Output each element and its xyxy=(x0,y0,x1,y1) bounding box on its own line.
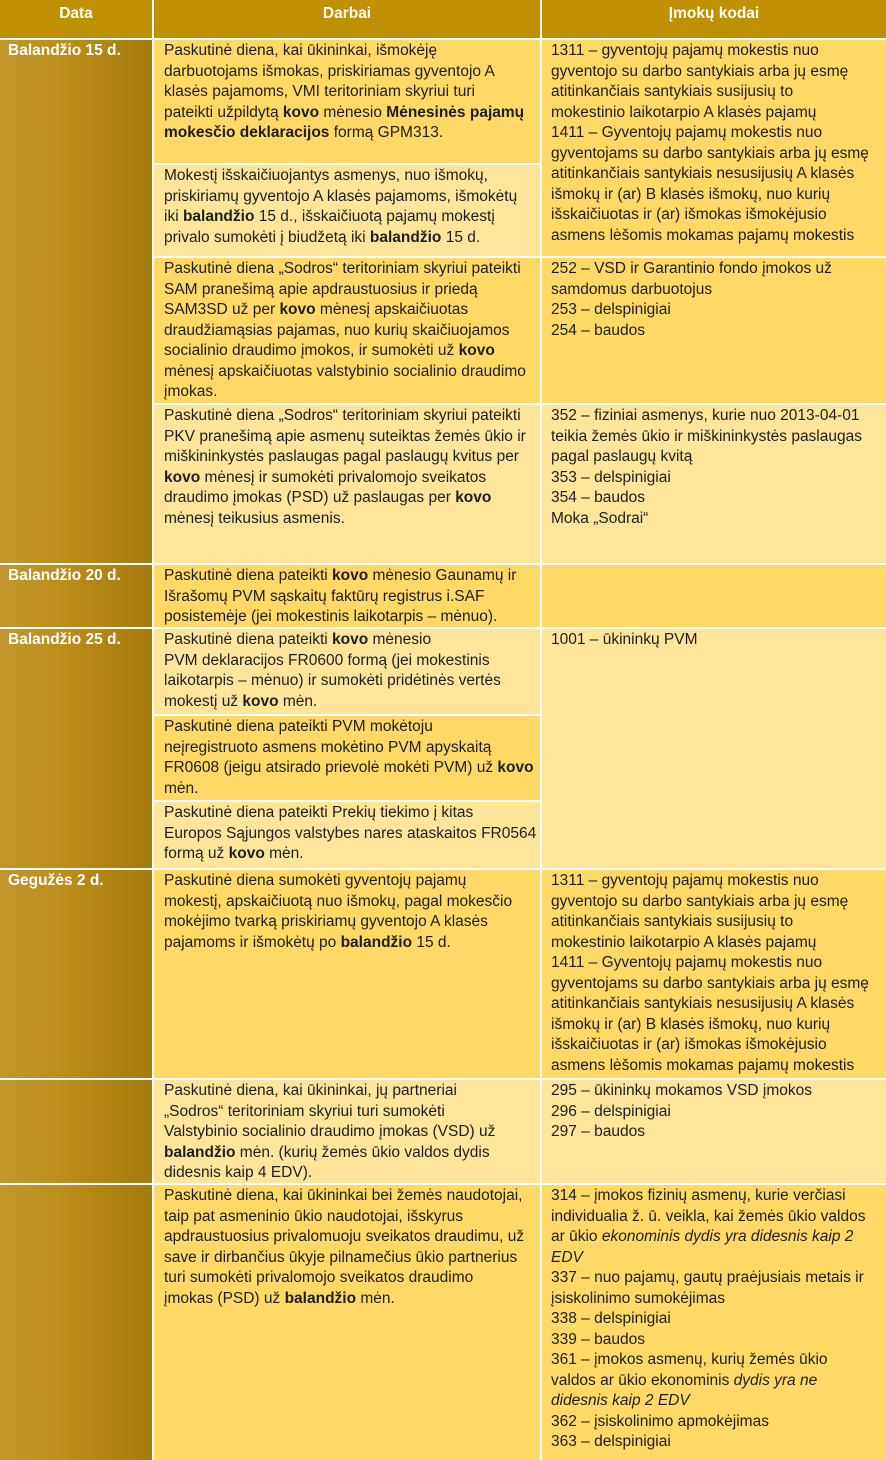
text-run: samdomus darbuotojus xyxy=(551,280,713,298)
text-run: PKV pranešimą apie asmenų suteiktas žemės ūkio ir xyxy=(164,427,526,445)
bold-text: kovo xyxy=(242,692,279,710)
text-run: 15 d. xyxy=(441,228,481,246)
text-run: neįregistruoto asmens mokėtino PVM apyskaitą xyxy=(164,738,492,756)
text-line xyxy=(164,630,540,651)
text-run: 339 – baudos xyxy=(551,1330,645,1348)
text-run: 1311 – gyventojų pajamų mokestis nuo xyxy=(551,872,819,889)
text-line xyxy=(551,1330,886,1351)
text-run: Europos Sąjungos valstybes nares ataskaitos FR0564 xyxy=(164,824,537,842)
text-run: 314 – įmokos fizinių asmenų, kurie verčiasi xyxy=(551,1187,846,1204)
text-run: gyventojams su darbo santykiais arba jų esmę xyxy=(551,974,869,992)
task-cell xyxy=(154,870,540,1078)
text-line xyxy=(164,758,540,779)
text-run: privalo sumokėti į biudžetą iki xyxy=(164,228,370,246)
text-line xyxy=(551,994,886,1015)
text-run: 1411 – Gyventojų pajamų mokestis nuo xyxy=(551,124,823,141)
text-line xyxy=(164,871,540,892)
text-line xyxy=(164,166,540,187)
text-line xyxy=(551,62,886,83)
text-run: Paskutinė diena pateikti Prekių tiekimo į kitas xyxy=(164,804,474,821)
date-cell xyxy=(0,870,152,1078)
text-run: įmokas. xyxy=(164,383,218,400)
text-run: išskaičiuotas ir (ar) išmokas išmokėjusio xyxy=(551,1036,827,1053)
text-line xyxy=(164,844,540,865)
text-run: 295 – ūkininkų mokamos VSD įmokos xyxy=(551,1082,813,1099)
text-line xyxy=(164,587,540,608)
text-run: atitinkančiais santykiais nesusijusių A klasės xyxy=(551,995,855,1012)
text-run: gyventojams su darbo santykiais arba jų esmę xyxy=(551,144,869,162)
text-line xyxy=(164,779,540,800)
text-run: mėnesį apskaičiuotas valstybinio socialinio draudimo xyxy=(164,362,526,380)
text-run: iki xyxy=(164,208,183,225)
text-line xyxy=(551,1081,886,1102)
text-run: mokestį už xyxy=(164,692,243,710)
text-run: formą už xyxy=(164,845,229,862)
text-line xyxy=(551,1268,886,1289)
text-run: mokestinio laikotarpio A klasės pajamų xyxy=(551,103,817,121)
codes-cell-empty xyxy=(542,565,886,627)
text-line xyxy=(164,488,540,509)
text-line xyxy=(164,824,540,845)
text-line xyxy=(164,62,540,83)
text-line xyxy=(164,187,540,208)
date-cell-empty xyxy=(0,1080,152,1183)
text-run: Paskutinė diena, kai ūkininkai, jų partneriai xyxy=(164,1082,457,1099)
text-line xyxy=(551,164,886,185)
text-line xyxy=(164,509,540,530)
header-codes-label: Įmokų kodai xyxy=(668,5,760,22)
text-line xyxy=(164,406,540,427)
text-run: 15 d. xyxy=(412,933,451,951)
text-run: išskaičiuotas ir (ar) išmokas išmokėjusio xyxy=(551,206,827,223)
text-run: 253 – delspinigiai xyxy=(551,301,671,318)
text-run: Mokestį išskaičiuojantys asmenys, nuo išmokų, xyxy=(164,167,488,184)
task-cell xyxy=(154,1080,540,1183)
bold-text: balandžio xyxy=(284,1289,357,1307)
bold-text: kovo xyxy=(458,342,495,359)
text-line xyxy=(164,803,540,824)
text-line xyxy=(164,933,540,954)
text-run: klasės pajamoms, VMI teritoriniam skyriui turi xyxy=(164,83,475,100)
text-run: „Sodros“ teritoriniam skyriui turi sumokėti xyxy=(164,1102,445,1120)
bold-text: Mėnesinės pajamų xyxy=(386,103,525,121)
text-line xyxy=(164,468,540,489)
text-line xyxy=(551,974,886,995)
text-run: Paskutinė diena pateikti xyxy=(164,631,333,648)
text-run: Paskutinė diena „Sodros“ teritoriniam skyriui pateikti xyxy=(164,407,521,424)
text-run: mėnesio Gaunamų ir xyxy=(368,567,517,584)
text-run: save ir dirbančius ūkyje pilnamečius ūkio partnerius xyxy=(164,1248,518,1266)
text-run: didesnis kaip 4 EDV). xyxy=(164,1164,313,1181)
text-line xyxy=(551,1102,886,1123)
codes-cell xyxy=(542,405,886,563)
text-line xyxy=(164,1081,540,1102)
date-label: Balandžio 25 d. xyxy=(8,631,121,648)
text-line xyxy=(164,207,540,228)
text-run: 252 – VSD ir Garantinio fondo įmokos už xyxy=(551,260,832,277)
text-run: formą GPM313. xyxy=(329,124,444,141)
text-run: 352 – fiziniai asmenys, kurie nuo 2013-04-01 xyxy=(551,407,860,424)
task-cell xyxy=(154,716,540,800)
text-run: mokestinio laikotarpio A klasės pajamų xyxy=(551,933,817,951)
text-run: darbuotojams išmokas, priskiriamas gyventojo A xyxy=(164,62,495,80)
date-cell xyxy=(0,40,152,563)
text-run: mėn. xyxy=(356,1289,395,1307)
text-line xyxy=(164,1207,540,1228)
text-run: 338 – delspinigiai xyxy=(551,1310,671,1327)
text-line xyxy=(551,933,886,954)
text-line xyxy=(164,692,540,713)
text-line xyxy=(164,566,540,587)
bold-text: kovo xyxy=(279,301,316,318)
text-run: mėn. xyxy=(278,692,318,710)
text-line xyxy=(551,1432,886,1453)
text-run: 1311 – gyventojų pajamų mokestis nuo xyxy=(551,42,819,59)
text-line xyxy=(551,912,886,933)
text-run: priskiriamų gyventojo A klasės pajamoms, išmokėtų xyxy=(164,187,518,205)
text-line xyxy=(164,321,540,342)
text-line xyxy=(164,427,540,448)
text-line xyxy=(551,630,886,651)
codes-cell xyxy=(542,870,886,1078)
header-date-label: Data xyxy=(59,5,93,22)
text-run: laikotarpis – mėnuo) ir sumokėti pridėtinės vertės xyxy=(164,672,501,689)
text-line xyxy=(164,892,540,913)
text-line xyxy=(551,1289,886,1310)
codes-cell xyxy=(542,258,886,403)
italic-text: ekonominis dydis yra didesnis kaip 2 xyxy=(601,1228,854,1245)
text-line xyxy=(164,1163,540,1183)
codes-cell xyxy=(542,629,886,868)
text-line xyxy=(551,1248,886,1269)
text-line xyxy=(164,1289,540,1310)
bold-text: kovo xyxy=(228,845,265,862)
text-run: SAM3SD už per xyxy=(164,301,280,318)
text-line xyxy=(551,892,886,913)
text-line xyxy=(164,341,540,362)
date-cell xyxy=(0,565,152,627)
date-label: Gegužės 2 d. xyxy=(8,872,104,889)
text-run: Valstybinio socialinio draudimo įmokas (VSD) už xyxy=(164,1123,496,1140)
text-line xyxy=(164,280,540,301)
text-run: pateikti užpildytą xyxy=(164,103,283,121)
text-run: Paskutinė diena, kai ūkininkai, išmokėję xyxy=(164,42,438,59)
text-line xyxy=(164,259,540,280)
text-run: 354 – baudos xyxy=(551,489,645,506)
date-label: Balandžio 15 d. xyxy=(8,42,121,59)
text-line xyxy=(164,1102,540,1123)
text-run: posistemėje (jei mokestinis laikotarpis – mėnuo). xyxy=(164,608,498,625)
text-line xyxy=(551,1186,886,1207)
text-line xyxy=(551,1207,886,1228)
text-line xyxy=(164,103,540,124)
text-line xyxy=(551,953,886,974)
header-tasks-label: Darbai xyxy=(322,5,372,22)
text-line xyxy=(551,321,886,342)
text-run: miškininkystės paslaugas pagal paslaugų kvitus per xyxy=(164,448,519,465)
text-line xyxy=(551,1015,886,1036)
text-run: FR0608 (jeigu atsirado prievolė mokėti PVM) už xyxy=(164,759,498,776)
text-run: draudimo įmokas (PSD) už paslaugas per xyxy=(164,489,456,506)
task-cell xyxy=(154,165,540,256)
text-line xyxy=(551,259,886,280)
text-line xyxy=(551,280,886,301)
task-cell xyxy=(154,1185,540,1460)
codes-cell xyxy=(542,1185,886,1460)
text-run: įmokas (PSD) už xyxy=(164,1289,285,1307)
text-run: 362 – įsiskolinimo apmokėjimas xyxy=(551,1412,769,1430)
text-line xyxy=(164,607,540,627)
text-run: 1411 – Gyventojų pajamų mokestis nuo xyxy=(551,954,823,971)
text-line xyxy=(551,1391,886,1412)
date-label: Balandžio 20 d. xyxy=(8,567,121,584)
text-run: pajamoms ir išmokėtų po xyxy=(164,933,341,951)
text-run: mėnesį ir sumokėti privalomojo sveikatos xyxy=(200,468,487,486)
text-run: teikia žemės ūkio ir miškininkystės paslaugas xyxy=(551,427,862,445)
text-run: 337 – nuo pajamų, gautų praėjusiais metais ir xyxy=(551,1269,864,1286)
text-run: draudžiamąsias pajamas, nuo kurių skaičiuojamos xyxy=(164,321,510,339)
bold-text: kovo xyxy=(497,759,534,776)
text-run: mėnesį teikusius asmenis. xyxy=(164,509,345,527)
text-line xyxy=(164,362,540,383)
text-line xyxy=(164,1186,540,1207)
text-line xyxy=(164,1268,540,1289)
task-cell xyxy=(154,802,540,868)
italic-text: EDV xyxy=(551,1248,583,1266)
bold-text: balandžio xyxy=(340,933,413,951)
text-run: ar ūkio xyxy=(551,1228,602,1245)
header-tasks xyxy=(154,0,540,38)
text-run: asmens lėšomis mokamas pajamų mokestis xyxy=(551,1056,855,1074)
text-line xyxy=(551,300,886,321)
text-line xyxy=(551,82,886,103)
text-line xyxy=(551,103,886,124)
task-cell xyxy=(154,258,540,403)
text-run: išmokų ir (ar) B klasės išmokų, nuo kurių xyxy=(551,185,831,203)
text-line xyxy=(551,185,886,206)
text-line xyxy=(164,1227,540,1248)
italic-text: didesnis kaip 2 EDV xyxy=(551,1392,690,1409)
task-cell xyxy=(154,629,540,714)
bold-text: kovo xyxy=(332,631,369,648)
text-run: Paskutinė diena „Sodros“ teritoriniam skyriui pateikti xyxy=(164,260,521,277)
text-run: socialinio draudimo įmokos, ir sumokėti už xyxy=(164,342,459,359)
text-run: Paskutinė diena pateikti xyxy=(164,567,333,584)
text-run: PVM deklaracijos FR0600 formą (jei mokestinis xyxy=(164,651,490,669)
text-line xyxy=(551,144,886,165)
text-line xyxy=(164,228,540,249)
bold-text: kovo xyxy=(164,468,201,486)
text-run: Paskutinė diena, kai ūkininkai bei žemės naudotojai, xyxy=(164,1187,523,1204)
text-line xyxy=(164,300,540,321)
date-cell-empty xyxy=(0,1185,152,1460)
text-run: mėn. xyxy=(164,779,199,797)
bold-text: balandžio xyxy=(182,208,255,225)
text-run: 353 – delspinigiai xyxy=(551,468,671,486)
text-line xyxy=(164,41,540,62)
text-run: mėn. xyxy=(264,845,304,862)
text-run: apdraustuosius privalomuoju sveikatos draudimu, už xyxy=(164,1228,525,1245)
text-run: gyventojo su darbo santykiais arba jų esmę xyxy=(551,892,849,910)
text-run: 15 d., išskaičiuotą pajamų mokestį xyxy=(254,208,495,225)
text-line xyxy=(551,41,886,62)
text-run: taip pat asmeninio ūkio naudotojai, išskyrus xyxy=(164,1207,463,1225)
text-line xyxy=(551,1227,886,1248)
text-line xyxy=(551,205,886,226)
text-run: SAM pranešimą apie apdraustuosius ir priedą xyxy=(164,280,478,298)
bold-text: kovo xyxy=(282,103,320,121)
text-line xyxy=(551,1122,886,1143)
text-line xyxy=(164,1248,540,1269)
text-run: valdos ar ūkio ekonominis xyxy=(551,1371,734,1389)
text-run: turi sumokėti privalomojo sveikatos draudimo xyxy=(164,1269,474,1286)
text-line xyxy=(551,1371,886,1392)
text-line xyxy=(551,488,886,509)
text-run: mėnesį apskaičiuotas xyxy=(315,301,469,318)
text-line xyxy=(164,82,540,103)
text-line xyxy=(551,226,886,247)
text-run: pagal paslaugų kvitą xyxy=(551,448,693,465)
text-run: mėn. (kurių žemės ūkio valdos dydis xyxy=(235,1143,490,1161)
text-line xyxy=(551,123,886,144)
text-run: 297 – baudos xyxy=(551,1123,645,1140)
text-line xyxy=(551,509,886,530)
text-line xyxy=(551,427,886,448)
text-line xyxy=(551,1412,886,1433)
text-run: atitinkančiais santykiais susijusių to xyxy=(551,83,794,100)
text-line xyxy=(164,1143,540,1164)
text-line xyxy=(164,123,540,144)
text-line xyxy=(164,912,540,933)
text-run: Moka „Sodrai“ xyxy=(551,509,649,527)
task-cell xyxy=(154,40,540,163)
text-run: mėnesio xyxy=(368,631,432,648)
text-line xyxy=(551,406,886,427)
text-run: išmokų ir (ar) B klasės išmokų, nuo kurių xyxy=(551,1015,831,1033)
text-run: individualia ž. ū. veikla, kai žemės ūkio valdos xyxy=(551,1207,866,1225)
header-date xyxy=(0,0,152,38)
text-run: 296 – delspinigiai xyxy=(551,1102,671,1120)
text-run: Išrašomų PVM sąskaitų faktūrų registrus i.SAF xyxy=(164,587,485,605)
bold-text: mokesčio deklaracijos xyxy=(164,124,330,141)
task-cell xyxy=(154,405,540,563)
text-line xyxy=(551,1350,886,1371)
codes-cell xyxy=(542,40,886,256)
text-line xyxy=(164,671,540,692)
text-line xyxy=(551,871,886,892)
text-run: atitinkančiais santykiais susijusių to xyxy=(551,913,794,930)
bold-text: kovo xyxy=(455,489,492,506)
text-line xyxy=(164,447,540,468)
bold-text: balandžio xyxy=(164,1143,236,1161)
text-run: atitinkančiais santykiais nesusijusių A klasės xyxy=(551,165,855,182)
text-line xyxy=(164,717,540,738)
text-line xyxy=(164,1122,540,1143)
codes-cell xyxy=(542,1080,886,1183)
text-run: gyventojo su darbo santykiais arba jų esmę xyxy=(551,62,849,80)
text-line xyxy=(164,738,540,759)
text-line xyxy=(551,468,886,489)
text-run: 361 – įmokos asmenų, kurių žemės ūkio xyxy=(551,1351,828,1368)
text-line xyxy=(551,1056,886,1077)
text-run: mėnesio xyxy=(319,103,387,121)
date-cell xyxy=(0,629,152,868)
text-run: 363 – delspinigiai xyxy=(551,1433,671,1450)
task-cell xyxy=(154,565,540,627)
bold-text: balandžio xyxy=(369,228,442,246)
text-line xyxy=(164,382,540,403)
text-run: mokestį, apskaičiuotą nuo išmokų, pagal mokesčio xyxy=(164,892,513,910)
text-line xyxy=(551,447,886,468)
text-run: mokėjimo tvarką priskiriamų gyventojo A klasės xyxy=(164,913,488,930)
text-run: įsiskolinimo sumokėjimas xyxy=(551,1289,725,1307)
text-run: Paskutinė diena sumokėti gyventojų pajamų xyxy=(164,872,467,889)
header-codes xyxy=(542,0,886,38)
text-run: Paskutinė diena pateikti PVM mokėtoju xyxy=(164,718,433,735)
text-line xyxy=(164,651,540,672)
text-line xyxy=(551,1035,886,1056)
text-run: 254 – baudos xyxy=(551,321,645,339)
bold-text: kovo xyxy=(332,567,369,584)
text-line xyxy=(551,1309,886,1330)
italic-text: dydis yra ne xyxy=(733,1371,818,1389)
text-run: 1001 – ūkininkų PVM xyxy=(551,631,698,648)
text-run: asmens lėšomis mokamas pajamų mokestis xyxy=(551,226,855,244)
